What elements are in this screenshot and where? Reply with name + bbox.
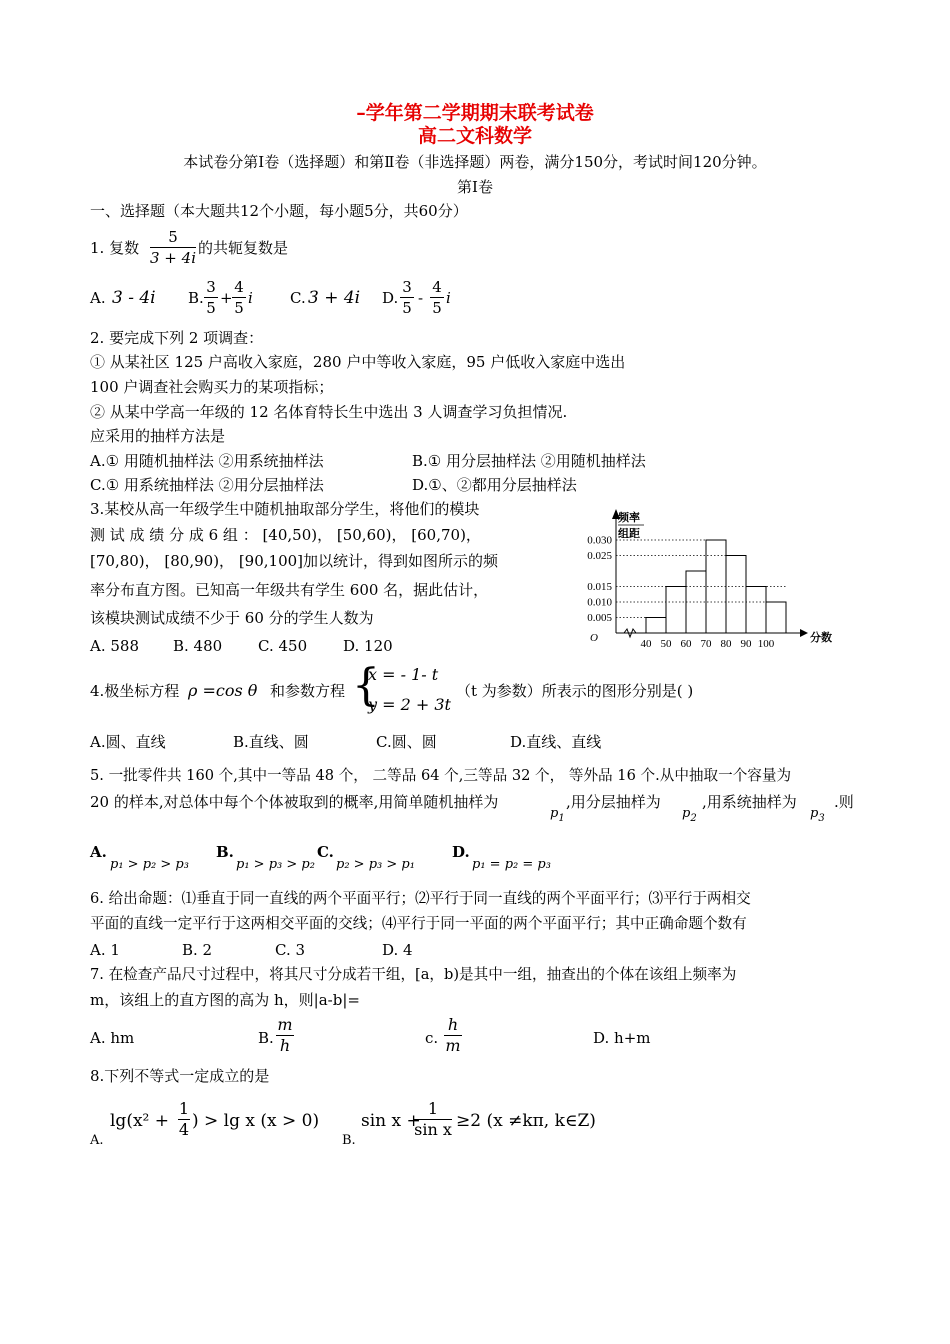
q1-option-b-label: B. [188,289,204,307]
q4-polar-eq: ρ =cos θ [188,681,258,700]
x-tick-label: 40 [640,638,652,650]
q8-a-den: 4 [178,1120,190,1139]
histogram-bar [766,602,786,633]
q1-d-frac2 [430,278,444,317]
q3-option-c: C. 450 [258,637,308,655]
q1-denominator: 3 + 4i [150,249,196,267]
q8-a-pre: lg(x² + [110,1111,170,1131]
q5-option-c-label: C. [317,843,334,861]
q7-c-num: h [447,1015,459,1034]
q1-b-frac1 [204,278,218,317]
q7-option-c-frac [444,1016,462,1055]
q1-option-a: 3 - 4i [112,288,156,308]
q8-a-post: ) > lg x (x > 0) [192,1111,320,1131]
q1-d-frac1 [400,278,414,317]
q1-d-op: - [418,289,424,307]
x-tick-label: 50 [660,638,672,650]
q5-option-d-label: D. [452,843,470,861]
q2-line-4: ② 从某中学高一年级的 12 名体育特长生中选出 3 人调查学习负担情况. [90,403,568,421]
q1-option-c-label: C. [290,289,306,307]
q1-d-d1: 5 [402,299,412,317]
q4-mid: 和参数方程 [270,682,346,700]
q3-line-5: 该模块测试成绩不少于 60 分的学生人数为 [90,609,374,627]
q7-option-b-label: B. [258,1029,274,1047]
q5-option-b-label: B. [216,843,234,861]
section-heading: 一、选择题（本大题共12个小题，每小题5分，共60分） [90,202,468,220]
q6-option-b: B. 2 [182,941,213,959]
q4-suffix: （t 为参数）所表示的图形分别是( ) [456,682,694,700]
q6-line-2: 平面的直线一定平行于这两相交平面的交线；⑷平行于同一平面的两个平面平行；其中正确命题个数有 [90,915,747,932]
q8-b-frac [414,1100,452,1139]
q5-option-b: p₁ > p₃ > p₂ [236,857,315,872]
q1-option-a-label: A. [90,289,106,307]
frequency-histogram [560,505,835,650]
q5-line-2b: ,用分层抽样为 [566,793,661,811]
q1-numerator: 5 [168,228,178,246]
q2-option-c: C.① 用系统抽样法 ②用分层抽样法 [90,476,324,494]
q5-p1 [550,804,565,829]
q4-prefix: 4.极坐标方程 [90,682,180,700]
q2-line-3: 100 户调查社会购买力的某项指标； [90,378,334,396]
q8-b-num: 1 [427,1099,439,1118]
histogram-bar [686,571,706,633]
q5-line-2c: ,用系统抽样为 [702,793,797,811]
q5-p2-letter: p [682,806,691,821]
q2-line-2: ① 从某社区 125 户高收入家庭，280 户中等收入家庭，95 户低收入家庭中选出 [90,353,626,371]
q5-line-2a: 20 的样本,对总体中每个个体被取到的概率,用简单随机抽样为 [90,793,499,811]
q1-b-n2: 4 [234,278,244,296]
q3-option-a: A. 588 [90,637,139,655]
histogram-bar [706,540,726,633]
q6-option-a: A. 1 [90,941,120,959]
q5-line-2d: .则 [834,793,854,811]
y-tick-label: 0.025 [587,550,612,562]
q7-c-den: m [445,1036,461,1055]
q1-option-d-label: D. [382,289,399,307]
x-axis-label: 分数 [810,632,832,644]
q3-line-4: 率分布直方图。已知高一年级共有学生 600 名，据此估计， [90,581,489,599]
q1-option-c: 3 + 4i [308,288,361,308]
q2-line-5: 应采用的抽样方法是 [90,427,226,445]
q1-d-d2: 5 [432,299,442,317]
part-heading: 第Ⅰ卷 [457,178,493,196]
q8-b-den: sin x [414,1120,452,1139]
q2-line-1: 2. 要完成下列 2 项调查： [90,329,264,347]
q1-fraction [150,228,196,267]
q7-b-num: m [277,1015,293,1034]
q8-option-b-label: B. [342,1133,356,1148]
q2-option-b: B.① 用分层抽样法 ②用随机抽样法 [412,452,646,470]
y-axis-label-bottom: 组距 [618,528,640,540]
q6-line-1: 6. 给出命题：⑴垂直于同一直线的两个平面平行；⑵平行于同一直线的两个平面平行；⑶平行于两相交 [90,890,751,907]
q8-a-num: 1 [178,1099,190,1118]
q1-b-d2: 5 [234,299,244,317]
q8-a-frac [178,1100,190,1139]
q5-p3-letter: p [810,806,819,821]
q2-option-a: A.① 用随机抽样法 ②用系统抽样法 [90,452,324,470]
origin-label: O [590,632,598,644]
x-tick-label: 90 [740,638,752,650]
q5-option-c: p₂ > p₃ > p₁ [336,857,415,872]
x-tick-label: 100 [757,638,775,650]
exam-title: –学年第二学期期末联考试卷 [356,102,594,124]
q5-p2-sub: 2 [690,813,697,824]
q1-prefix: 1. 复数 [90,239,140,257]
x-tick-label: 80 [720,638,732,650]
q7-line-1: 7. 在检查产品尺寸过程中，将其尺寸分成若干组，[a，b)是其中一组，抽查出的个体在该组上频率为 [90,966,737,983]
q1-b-frac2 [232,278,246,317]
q4-option-d: D.直线、直线 [510,733,602,751]
y-tick-label: 0.015 [587,581,612,593]
q7-option-b-frac [276,1016,294,1055]
q5-line-1: 5. 一批零件共 160 个,其中一等品 48 个， 二等品 64 个,三等品 32 个， 等外品 16 个.从中抽取一个容量为 [90,767,792,784]
q3-line-1: 3.某校从高一年级学生中随机抽取部分学生，将他们的模块 [90,500,480,518]
x-tick-label: 60 [680,638,692,650]
q5-option-a-label: A. [90,843,107,861]
q1-d-n2: 4 [432,278,442,296]
q3-option-d: D. 120 [343,637,393,655]
q7-option-a: A. hm [90,1029,135,1047]
q1-b-n1: 3 [206,278,216,296]
q8-b-post: ≥2 (x ≠kπ, k∈Z) [456,1111,596,1131]
histogram-bar [666,587,686,634]
q7-option-d: D. h+m [593,1029,651,1047]
q4-param-x: x = - 1- t [368,665,439,684]
q5-p3-sub: 3 [818,813,825,824]
q4-option-a: A.圆、直线 [90,733,166,751]
y-tick-label: 0.010 [587,596,612,609]
x-axis-arrow [800,629,808,637]
q1-d-i: i [446,289,451,307]
y-tick-label: 0.005 [587,612,612,624]
q7-b-den: h [279,1036,291,1055]
q1-b-d1: 5 [206,299,216,317]
q4-option-b: B.直线、圆 [233,733,309,751]
q3-option-b: B. 480 [173,637,223,655]
q6-option-c: C. 3 [275,941,306,959]
q1-d-n1: 3 [402,278,412,296]
q5-p1-sub: 1 [558,813,565,824]
q4-brace: { [352,660,380,711]
q6-option-d: D. 4 [382,941,413,959]
q1-suffix: 的共轭复数是 [198,239,289,257]
q8-option-a-label: A. [90,1133,104,1148]
q3-line-3: [70,80)， [80,90)， [90,100]加以统计，得到如图所示的频 [90,552,499,570]
q5-p1-letter: p [550,806,559,821]
q5-p3 [810,804,825,829]
q8-line-1: 8.下列不等式一定成立的是 [90,1067,270,1085]
histogram-bar [726,556,746,634]
histogram-bar [746,587,766,634]
q7-option-c-label: c. [425,1029,439,1047]
exam-intro: 本试卷分第Ⅰ卷（选择题）和第Ⅱ卷（非选择题）两卷，满分150分，考试时间120分钟。 [183,153,767,171]
histogram-bar [646,618,666,634]
q5-p2 [682,804,697,829]
exam-subtitle: 高二文科数学 [417,125,532,147]
q3-line-2: 测 试 成 绩 分 成 6 组 ： [40,50)， [50,60)， [60,70)， [90,526,481,544]
q5-option-d: p₁ = p₂ = p₃ [472,857,551,872]
q8-b-pre: sin x + [361,1111,421,1131]
q1-b-op: + [220,289,233,307]
q4-param-y: y = 2 + 3t [368,695,451,714]
q5-option-a: p₁ > p₂ > p₃ [110,857,189,872]
q2-option-d: D.①、②都用分层抽样法 [412,476,577,494]
q4-option-c: C.圆、圆 [376,733,437,751]
y-axis-label-top: 频率 [618,512,640,524]
x-tick-label: 70 [700,638,712,650]
y-tick-label: 0.030 [587,534,612,547]
q7-line-2: m，该组上的直方图的高为 h，则|a-b|= [90,991,360,1009]
q1-b-i: i [248,289,253,307]
